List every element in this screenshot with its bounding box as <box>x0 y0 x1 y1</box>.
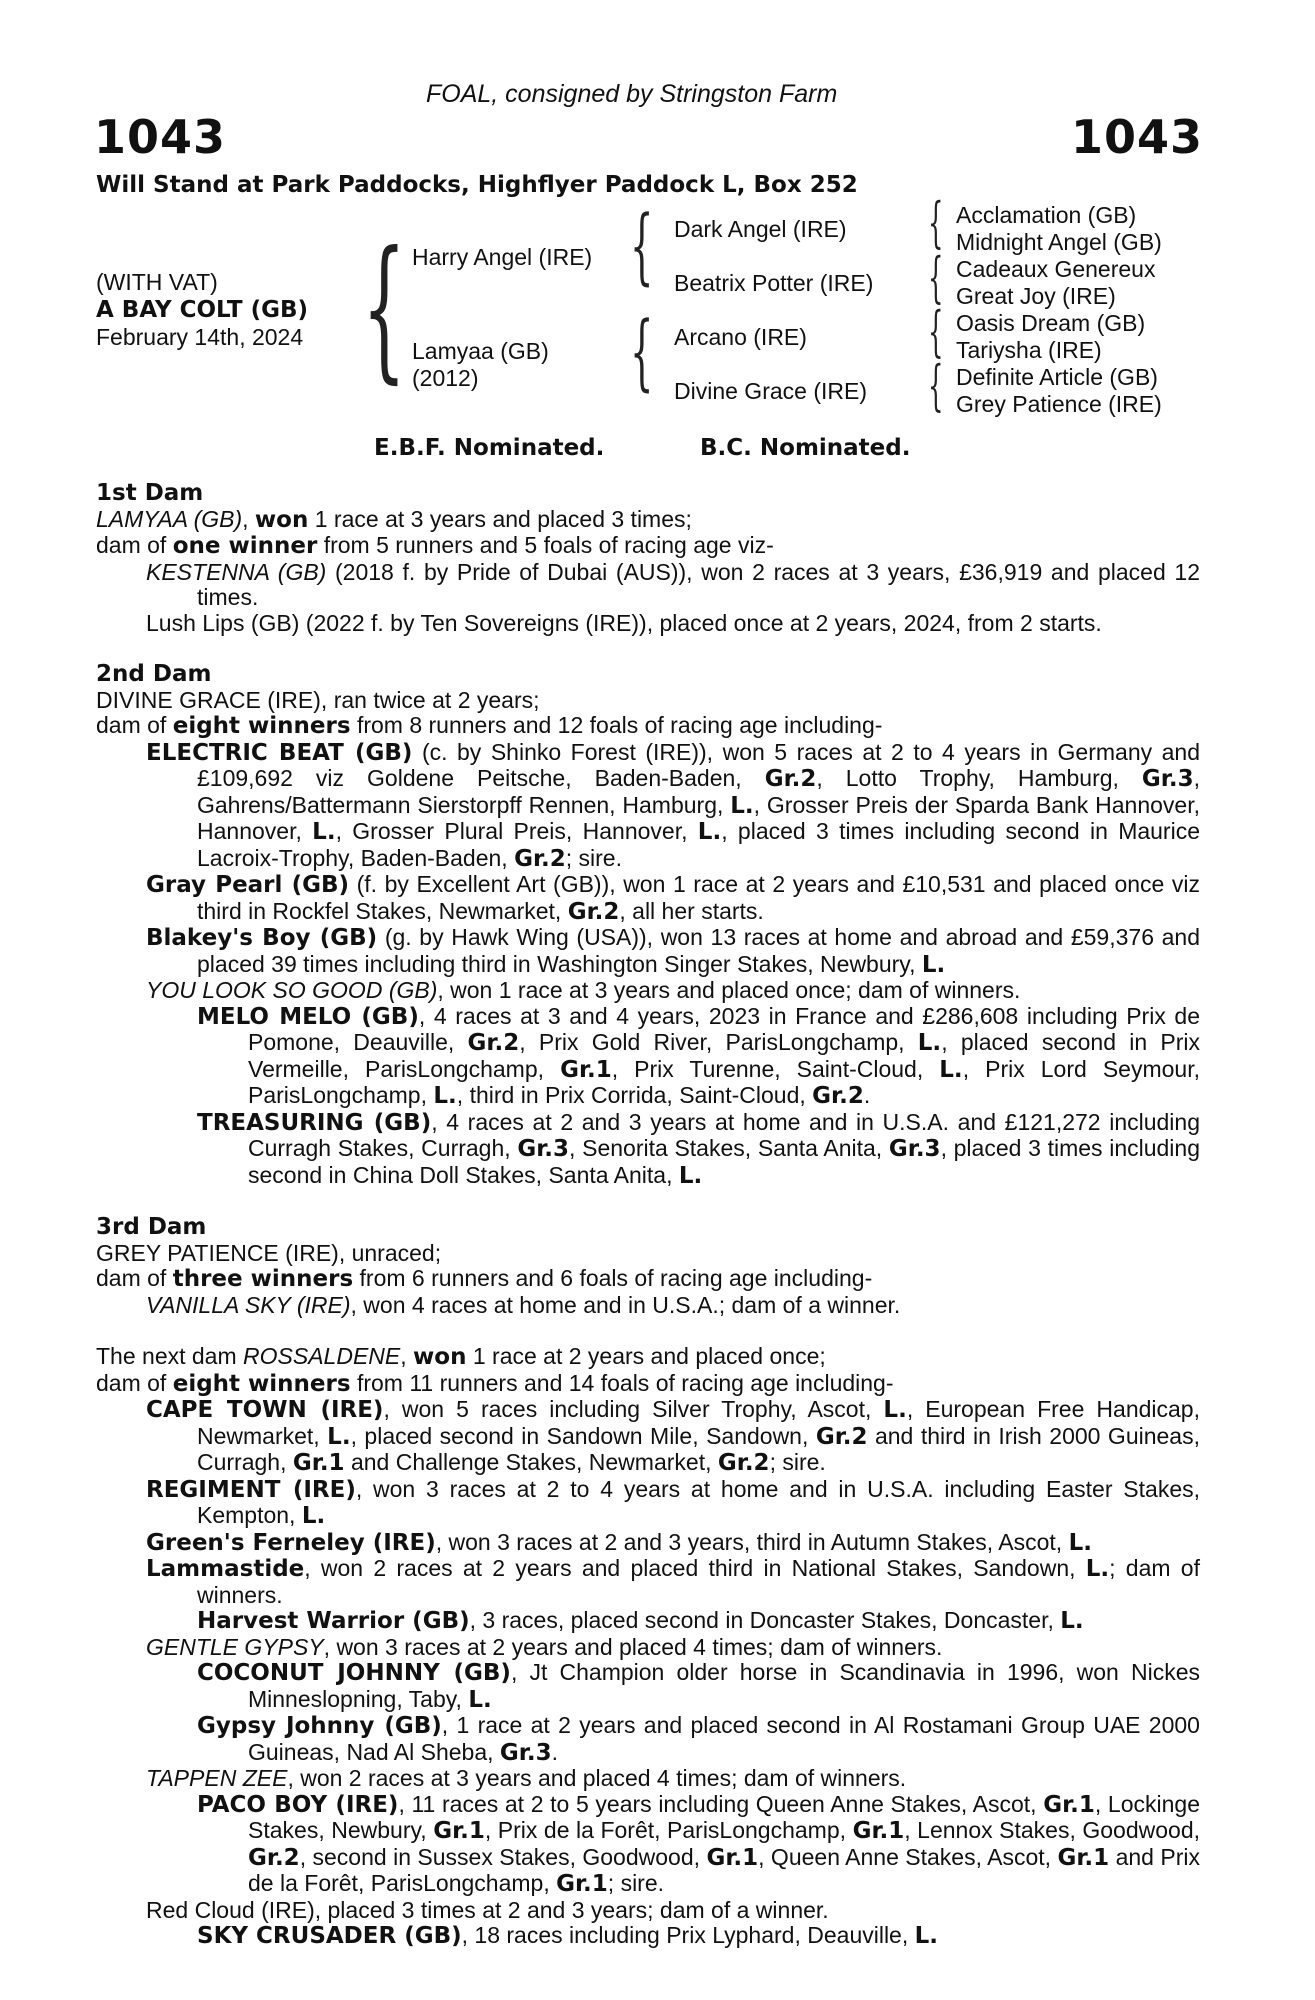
second-dam-produce: dam of eight winners from 8 runners and 12 foals of racing age including- <box>96 712 883 739</box>
brace-gen2-dam: { <box>630 305 654 400</box>
brace-gen3-2: { <box>928 246 944 309</box>
progeny-entry: Lammastide, won 2 races at 2 years and placed third in National Stakes, Sandown, L.; dam of winners. <box>146 1555 1200 1608</box>
progeny-entry: Green's Ferneley (IRE), won 3 races at 2 and 3 years, third in Autumn Stakes, Ascot, L. <box>146 1528 1092 1556</box>
brace-gen3-4: { <box>928 354 944 417</box>
next-dam-record: The next dam ROSSALDENE, won 1 race at 2 years and placed once; <box>96 1343 826 1370</box>
pedigree-sire: Harry Angel (IRE) <box>412 244 593 270</box>
pedigree-sire-dam: Beatrix Potter (IRE) <box>674 270 874 296</box>
pedigree-dsd: Tariysha (IRE) <box>956 337 1102 363</box>
brace-gen3-1: { <box>928 191 944 254</box>
grand-progeny-entry: Gypsy Johnny (GB), 1 race at 2 years and placed second in Al Rostamani Group UAE 2000 Guineas, Nad Al Sheba, Gr.3. <box>197 1712 1200 1766</box>
ebf-nomination: E.B.F. Nominated. <box>374 435 605 461</box>
pedigree-ddd: Grey Patience (IRE) <box>956 391 1162 417</box>
horse-name: Harvest Warrior (GB) <box>197 1608 470 1634</box>
second-dam-record: DIVINE GRACE (IRE), ran twice at 2 years; <box>96 686 540 713</box>
pedigree-sss: Acclamation (GB) <box>956 202 1137 228</box>
horse-name: VANILLA SKY (IRE) <box>146 1291 351 1318</box>
consignment-line: FOAL, consigned by Stringston Farm <box>426 80 838 108</box>
bc-nomination: B.C. Nominated. <box>700 435 911 461</box>
pedigree-sdd: Great Joy (IRE) <box>956 283 1116 309</box>
progeny-entry: GENTLE GYPSY, won 3 races at 2 years and placed 4 times; dam of winners. <box>146 1633 943 1660</box>
horse-name: TAPPEN ZEE <box>146 1765 288 1791</box>
grand-progeny-entry: COCONUT JOHNNY (GB), Jt Champion older horse in Scandinavia in 1996, won Nickes Minneslopning, Taby, L. <box>197 1659 1200 1713</box>
grand-progeny-entry: TREASURING (GB), 4 races at 2 and 3 years at home and in U.S.A. and £121,272 including Curragh Stakes, Curragh, Gr.3, Senorita Stakes, Santa Anita, Gr.3, placed 3 times including second in China Doll Stakes, Santa Anita, L. <box>197 1108 1200 1189</box>
pedigree-sire-sire: Dark Angel (IRE) <box>674 216 847 242</box>
horse-name: KESTENNA (GB) <box>146 558 327 585</box>
grand-progeny-entry: SKY CRUSADER (GB), 18 races including Prix Lyphard, Deauville, L. <box>197 1922 939 1949</box>
horse-name: MELO MELO (GB) <box>197 1003 419 1030</box>
horse-name: Blakey's Boy (GB) <box>146 925 378 951</box>
horse-name: Gypsy Johnny (GB) <box>197 1713 442 1739</box>
foaling-date: February 14th, 2024 <box>96 324 304 350</box>
first-dam-heading: 1st Dam <box>96 480 204 506</box>
lot-number-right: 1043 <box>1070 110 1203 164</box>
next-dam-produce: dam of eight winners from 11 runners and 14 foals of racing age including- <box>96 1369 894 1397</box>
horse-name: YOU LOOK SO GOOD (GB) <box>146 977 438 1003</box>
horse-name: GENTLE GYPSY <box>146 1633 324 1660</box>
pedigree-dam: Lamyaa (GB) <box>412 338 549 364</box>
horse-name: PACO BOY (IRE) <box>197 1791 399 1818</box>
progeny-entry: KESTENNA (GB) (2018 f. by Pride of Dubai (AUS)), won 2 races at 3 years, £36,919 and placed 12 times. <box>146 558 1200 610</box>
pedigree-dds: Definite Article (GB) <box>956 364 1158 390</box>
pedigree-dam-sire: Arcano (IRE) <box>674 324 807 350</box>
progeny-entry: VANILLA SKY (IRE), won 4 races at home and in U.S.A.; dam of a winner. <box>146 1291 901 1318</box>
horse-name: COCONUT JOHNNY (GB) <box>197 1660 511 1686</box>
pedigree-sds: Cadeaux Genereux <box>956 256 1156 282</box>
horse-name: REGIMENT (IRE) <box>146 1476 356 1503</box>
grand-progeny-entry: Harvest Warrior (GB), 3 races, placed second in Doncaster Stakes, Doncaster, L. <box>197 1607 1084 1634</box>
progeny-entry: Lush Lips (GB) (2022 f. by Ten Sovereigns (IRE)), placed once at 2 years, 2024, from 2 starts. <box>146 609 1102 636</box>
progeny-entry: Blakey's Boy (GB) (g. by Hawk Wing (USA)), won 13 races at home and abroad and £59,376 and placed 39 times including third in Washington Singer Stakes, Newbury, L. <box>146 924 1200 978</box>
third-dam-record: GREY PATIENCE (IRE), unraced; <box>96 1239 442 1266</box>
grand-progeny-entry: PACO BOY (IRE), 11 races at 2 to 5 years including Queen Anne Stakes, Ascot, Gr.1, Lockinge Stakes, Newbury, Gr.1, Prix de la Forêt, ParisLongchamp, Gr.1, Lennox Stakes, Goodwood, Gr.2, second in Sussex Stakes, Goodwood, Gr.1, Queen Anne Stakes, Ascot, Gr.1 and Prix de la Forêt, ParisLongchamp, Gr.1; sire. <box>197 1790 1201 1897</box>
dam-name: LAMYAA (GB) <box>96 505 243 532</box>
pedigree-dam-dam: Divine Grace (IRE) <box>674 378 867 404</box>
brace-gen3-3: { <box>928 300 944 363</box>
vat-note: (WITH VAT) <box>96 269 218 295</box>
horse-name: ELECTRIC BEAT (GB) <box>146 739 413 766</box>
grand-progeny-entry: MELO MELO (GB), 4 races at 3 and 4 years, 2023 in France and £286,608 including Prix de Pomone, Deauville, Gr.2, Prix Gold River, ParisLongchamp, L., placed second in Prix Vermeille, ParisLongchamp, Gr.1, Prix Turenne, Saint-Cloud, L., Prix Lord Seymour, ParisLongchamp, L., third in Prix Corrida, Saint-Cloud, Gr.2. <box>197 1002 1201 1109</box>
first-dam-produce: dam of one winner from 5 runners and 5 foals of racing age viz- <box>96 532 774 559</box>
horse-name: Green's Ferneley (IRE) <box>146 1529 436 1556</box>
pedigree-dam-year: (2012) <box>412 365 479 391</box>
progeny-entry: TAPPEN ZEE, won 2 races at 3 years and placed 4 times; dam of winners. <box>146 1765 907 1791</box>
horse-name: Gray Pearl (GB) <box>146 872 350 898</box>
horse-name: ROSSALDENE <box>243 1343 401 1369</box>
progeny-entry: CAPE TOWN (IRE), won 5 races including Silver Trophy, Ascot, L., European Free Handicap, Newmarket, L., placed second in Sandown Mile, Sandown, Gr.2 and third in Irish 2000 Guineas, Curragh, Gr.1 and Challenge Stakes, Newmarket, Gr.2; sire. <box>146 1396 1200 1476</box>
second-dam-heading: 2nd Dam <box>96 661 212 687</box>
lot-number-left: 1043 <box>94 110 227 164</box>
first-dam-record: LAMYAA (GB), won 1 race at 3 years and placed 3 times; <box>96 505 692 533</box>
pedigree-dss: Oasis Dream (GB) <box>956 310 1146 336</box>
progeny-entry: Gray Pearl (GB) (f. by Excellent Art (GB)), won 1 race at 2 years and £10,531 and placed once viz third in Rockfel Stakes, Newmarket, Gr.2, all her starts. <box>146 871 1200 925</box>
lot-title: A BAY COLT (GB) <box>96 297 309 323</box>
brace-gen1: { <box>362 219 407 398</box>
progeny-entry: Red Cloud (IRE), placed 3 times at 2 and 3 years; dam of a winner. <box>146 1896 829 1923</box>
horse-name: CAPE TOWN (IRE) <box>146 1397 384 1423</box>
third-dam-produce: dam of three winners from 6 runners and 6 foals of racing age including- <box>96 1265 873 1292</box>
progeny-entry: ELECTRIC BEAT (GB) (c. by Shinko Forest (IRE)), won 5 races at 2 to 4 years in Germany and £109,692 viz Goldene Peitsche, Baden-Baden, Gr.2, Lotto Trophy, Hamburg, Gr.3, Gahrens/Battermann Sierstorpff Rennen, Hamburg, L., Grosser Preis der Sparda Bank Hannover, Hannover, L., Grosser Plural Preis, Hannover, L., placed 3 times including second in Maurice Lacroix-Trophy, Baden-Baden, Gr.2; sire. <box>146 738 1201 872</box>
progeny-entry: REGIMENT (IRE), won 3 races at 2 to 4 years at home and in U.S.A. including Easter Stakes, Kempton, L. <box>146 1475 1200 1529</box>
horse-name: SKY CRUSADER (GB) <box>197 1923 462 1949</box>
horse-name: TREASURING (GB) <box>197 1109 432 1136</box>
third-dam-heading: 3rd Dam <box>96 1214 207 1240</box>
horse-name: Lammastide <box>146 1556 305 1582</box>
stand-location: Will Stand at Park Paddocks, Highflyer Paddock L, Box 252 <box>96 172 858 198</box>
pedigree-ssd: Midnight Angel (GB) <box>956 229 1162 255</box>
brace-gen2-sire: { <box>630 199 654 294</box>
progeny-entry: YOU LOOK SO GOOD (GB), won 1 race at 3 years and placed once; dam of winners. <box>146 977 1021 1003</box>
catalogue-body <box>96 481 1200 1950</box>
